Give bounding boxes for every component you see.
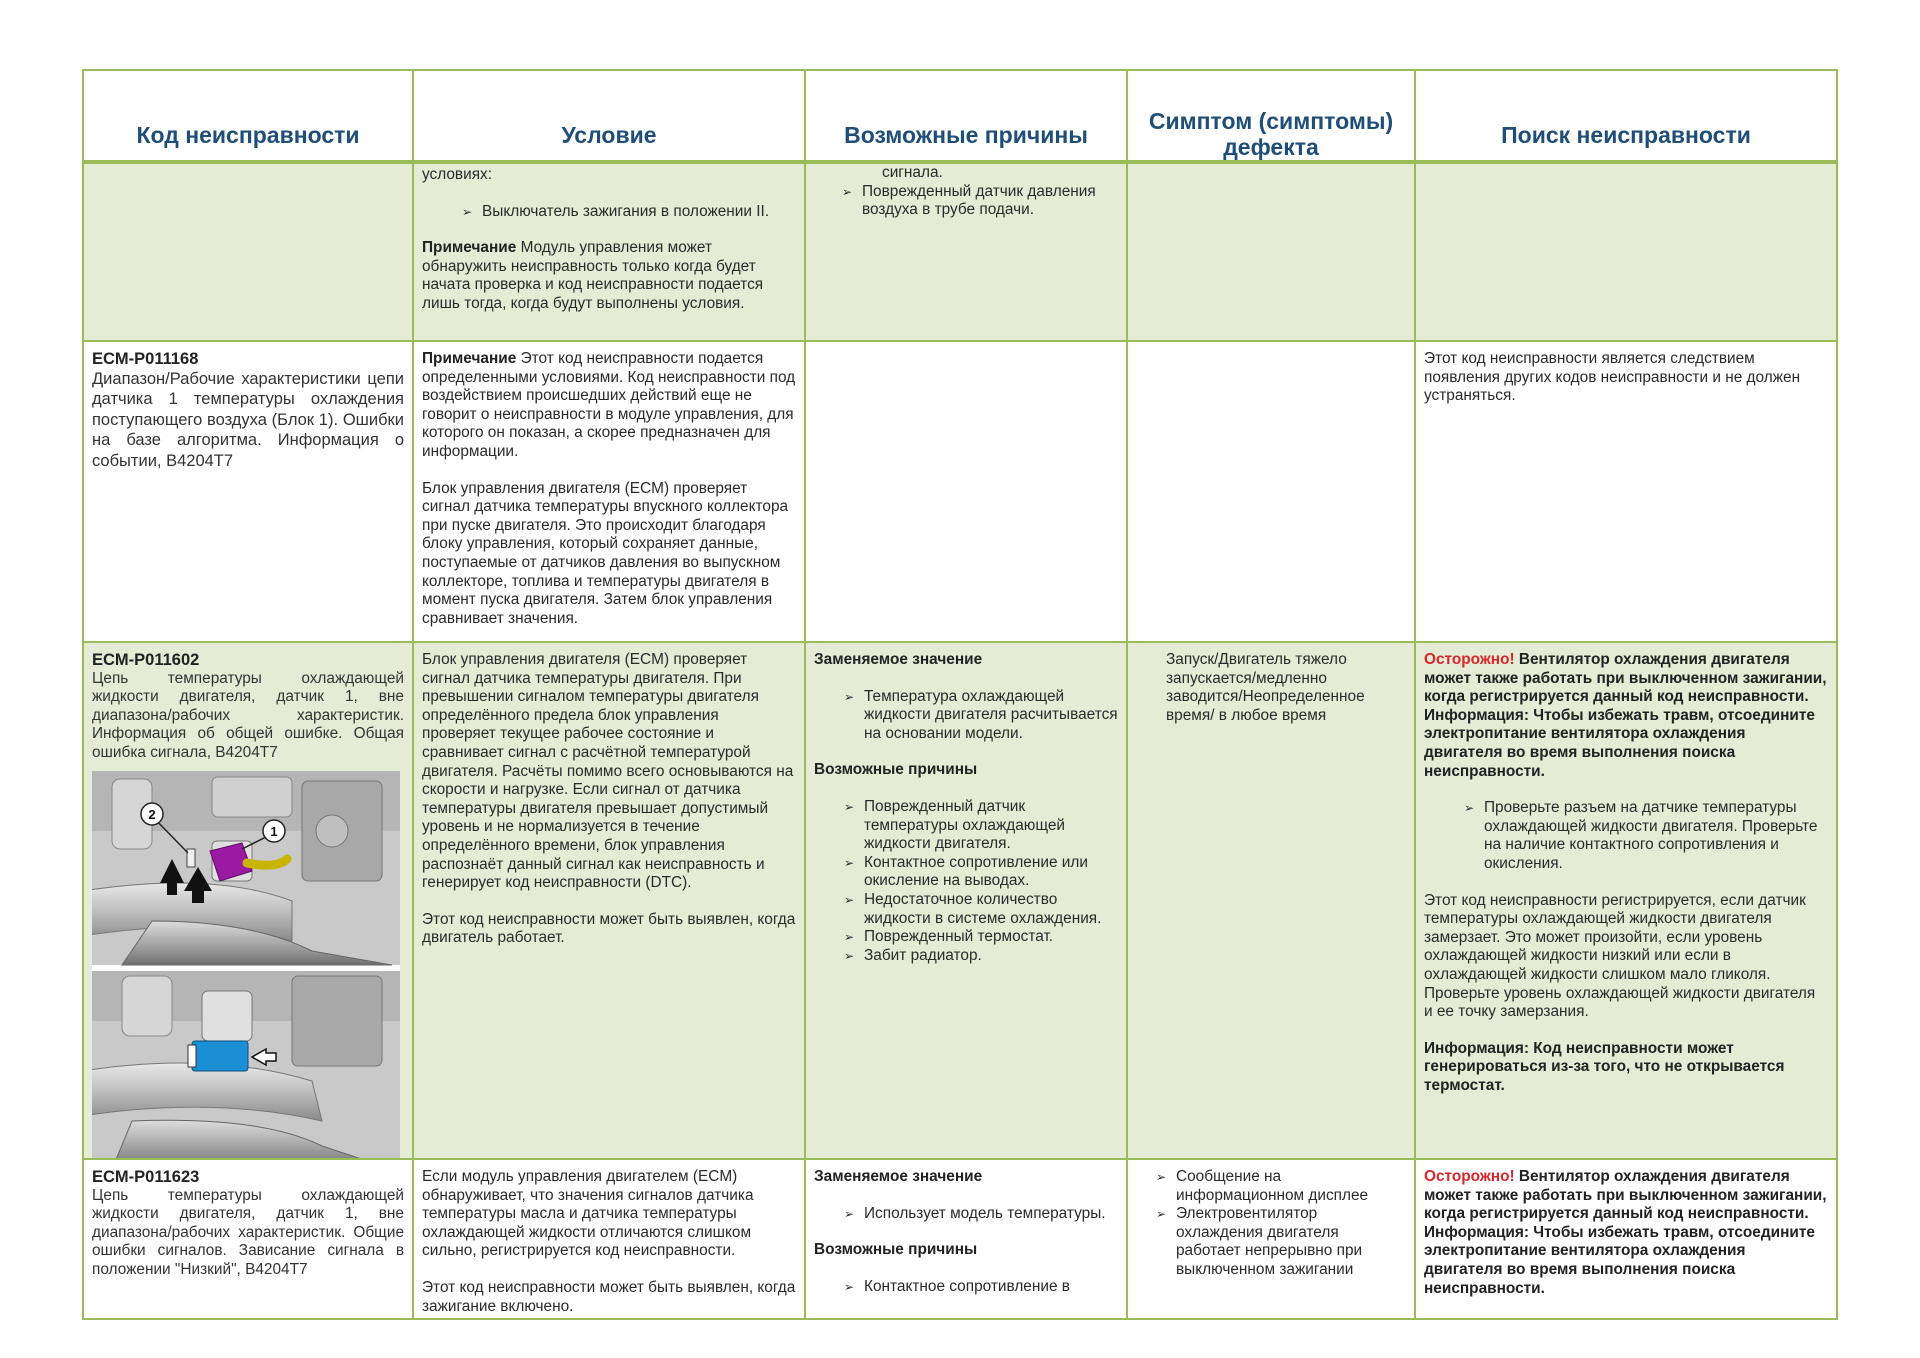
- header-troubleshooting: Поиск неисправности: [1501, 122, 1751, 148]
- condition-note: [422, 350, 796, 462]
- causes-list: [814, 1278, 1118, 1297]
- list-item: ➢ Электровентилятор охлаждения двигателя работает непрерывно при выключенном зажигании: [1156, 1205, 1406, 1279]
- condition-text: условиях:: [422, 166, 493, 183]
- list-item: ➢ Проверьте разъем на датчике температуры охлаждающей жидкости двигателя. Проверьте на наличие контактного сопротивления и окисления.: [1464, 799, 1828, 873]
- condition-text: Блок управления двигателя (ECM) проверяет сигнал датчика температуры двигателя. При превышении сигналом температуры двигателя определённого предела блок управления проверяет текущее рабочее состояние и сравнивает сигнал с расчётной температурой двигателя. Расчёты помимо всего основываются на скорости и нагрузке. Если сигнал от датчика температуры двигателя превышает допустимый уровень и не нормализуется в течение определённого времени, блок управления распознаёт данный сигнал как неисправность и генерирует код неисправности (DTC).: [422, 651, 794, 892]
- cell-condition: [414, 1160, 806, 1320]
- sensor-illustration: [92, 771, 400, 1158]
- cell-troubleshooting: [1416, 1160, 1836, 1320]
- cell-symptoms: [1128, 1160, 1416, 1320]
- info-body: Информация: Чтобы избежать травм, отсоедините электропитание вентилятора охлаждения двигателя во время выполнения поиска неисправности.: [1424, 706, 1815, 780]
- note-label: Примечание: [422, 350, 517, 367]
- cell-condition: [414, 164, 806, 340]
- list-item: ➢ Поврежденный термостат.: [844, 928, 1118, 947]
- header-symptoms: Симптом (симптомы) дефекта: [1128, 71, 1416, 160]
- cell-causes: [806, 164, 1128, 340]
- cell-fault-code: [84, 1160, 414, 1320]
- condition-text: Блок управления двигателя (ECM) проверяет сигнал датчика температуры впускного коллектора при пуске двигателя. Это происходит благодаря блоку управления, который сохраняет данные, поступаемые от датчиков давления во выпускном коллекторе, топлива и температуры двигателя в момент пуска двигателя. Затем блок управления сравнивает значения.: [422, 479, 789, 627]
- causes-heading: [814, 1168, 1118, 1187]
- warning-label: Осторожно!: [1424, 1168, 1515, 1185]
- list-item: ➢ Температура охлаждающей жидкости двигателя расчитывается на основании модели.: [844, 688, 1118, 744]
- table-row: [84, 1160, 1836, 1320]
- bottom-view: [92, 971, 400, 1158]
- causes-heading: [814, 761, 1118, 780]
- note-text: Этот код неисправности подается определенными условиями. Код неисправности под воздействием происшедших действий еще не говорит о неисправности в модуле управления, для которого он показан, а скорее предназначен для информации.: [422, 350, 796, 460]
- fault-code: ECM-P011602: [92, 651, 200, 669]
- cell-causes: [806, 1160, 1128, 1320]
- causes-heading: [814, 651, 1118, 670]
- cell-troubleshooting: [1416, 164, 1836, 340]
- cell-fault-code: [84, 164, 414, 340]
- cell-troubleshooting: [1416, 643, 1836, 1158]
- callout-1: 1: [270, 823, 278, 839]
- list-item: ➢ Использует модель температуры.: [844, 1205, 1118, 1224]
- list-item: ➢ Недостаточное количество жидкости в системе охлаждения.: [844, 891, 1118, 928]
- cell-fault-code: [84, 342, 414, 641]
- causes-heading-text: Возможные причины: [814, 1241, 978, 1259]
- cell-causes: [806, 643, 1128, 1158]
- causes-list: [814, 1205, 1118, 1224]
- table-header: [84, 71, 1836, 164]
- causes-text: сигнала.: [882, 164, 943, 181]
- cell-troubleshooting: [1416, 342, 1836, 641]
- symptom-text: Запуск/Двигатель тяжело запускается/медленно заводится/Неопределенное время/ в любое время: [1166, 651, 1365, 724]
- list-item: ➢ Контактное сопротивление в: [844, 1278, 1118, 1297]
- cell-condition: [414, 342, 806, 641]
- fault-code-table: [82, 69, 1838, 1320]
- info-body: Информация: Чтобы избежать травм, отсоедините электропитание вентилятора охлаждения двигателя во время выполнения поиска неисправности.: [1424, 1223, 1815, 1297]
- table-row: [84, 643, 1836, 1160]
- table-row: [84, 342, 1836, 643]
- condition-text: Этот код неисправности может быть выявлен, когда зажигание включено.: [422, 1278, 796, 1315]
- causes-heading-text: Заменяемое значение: [814, 651, 983, 668]
- condition-text: Этот код неисправности может быть выявлен, когда двигатель работает.: [422, 910, 796, 947]
- list-item: ➢ Поврежденный датчик давления воздуха в трубе подачи.: [842, 183, 1118, 220]
- fault-description: Цепь температуры охлаждающей жидкости двигателя, датчик 1, вне диапазона/рабочих характеристик. Общие ошибки сигналов. Зависание сигнала в положении "Низкий", B4204T7: [92, 1186, 404, 1278]
- note-label: Примечание: [422, 239, 517, 257]
- causes-list: [814, 798, 1118, 965]
- condition-text: Если модуль управления двигателем (ECM) обнаруживает, что значения сигналов датчика температуры масла и датчика температуры охлаждающей жидкости отличаются слишком сильно, регистрируется код неисправности.: [422, 1168, 754, 1260]
- condition-list: [422, 203, 796, 222]
- list-item: ➢ Контактное сопротивление или окисление на выводах.: [844, 854, 1118, 891]
- causes-heading-text: Заменяемое значение: [814, 1168, 983, 1185]
- info-text: [1424, 1040, 1828, 1096]
- fault-code: ECM-P011168: [92, 350, 199, 368]
- warning-body: Вентилятор охлаждения двигателя может также работать при выключенном зажигании, когда регистрируется данный код неисправности.: [1424, 1168, 1827, 1223]
- header-possible-causes: Возможные причины: [806, 71, 1128, 160]
- info-text: [1424, 707, 1828, 781]
- fault-code: ECM-P011623: [92, 1168, 200, 1186]
- info-body: Информация: Код неисправности может генерироваться из-за того, что не открывается термостат.: [1424, 1039, 1785, 1094]
- cell-symptoms: [1128, 164, 1416, 340]
- top-view: [92, 771, 400, 965]
- causes-heading-text: Возможные причины: [814, 761, 978, 779]
- cell-symptoms: [1128, 643, 1416, 1158]
- cell-causes: [806, 342, 1128, 641]
- fault-description: Диапазон/Рабочие характеристики цепи датчика 1 температуры охлаждения поступающего воздуха (Блок 1). Ошибки на базе алгоритма. Информация о событии, B4204T7: [92, 369, 404, 470]
- troubleshooting-text: Этот код неисправности является следствием появления других кодов неисправности и не должен устраняться.: [1424, 350, 1801, 405]
- table-row: [84, 164, 1836, 342]
- cell-fault-code: [84, 643, 414, 1158]
- list-item: ➢ Сообщение на информационном дисплее: [1156, 1168, 1406, 1205]
- fault-description: Цепь температуры охлаждающей жидкости двигателя, датчик 1, вне диапазона/рабочих характеристик. Информация об общей ошибке. Общая ошибка сигнала, B4204T7: [92, 669, 404, 761]
- list-item: ➢ Выключатель зажигания в положении II.: [462, 203, 796, 222]
- causes-list: [814, 183, 1118, 220]
- troubleshooting-text: Этот код неисправности регистрируется, если датчик температуры охлаждающей жидкости двигателя замерзает. Это может произойти, если уровень охлаждающей жидкости низкий или если в охлаждающей жидкости слишком мало гликоля. Проверьте уровень охлаждающей жидкости двигателя и ее точку замерзания.: [1424, 891, 1816, 1021]
- cell-symptoms: [1128, 342, 1416, 641]
- warning-label: Осторожно!: [1424, 651, 1515, 668]
- causes-list: [814, 688, 1118, 744]
- warning-body: Вентилятор охлаждения двигателя может также работать при выключенном зажигании, когда регистрируется данный код неисправности.: [1424, 651, 1827, 706]
- header-condition: Условие: [414, 71, 806, 160]
- info-text: [1424, 1224, 1828, 1298]
- header-fault-code: Код неисправности: [84, 71, 414, 160]
- causes-heading: [814, 1241, 1118, 1260]
- warning-text: [1424, 651, 1828, 707]
- engine-sensor-diagram: [92, 771, 400, 1158]
- list-item: ➢ Забит радиатор.: [844, 947, 1118, 966]
- warning-text: [1424, 1168, 1828, 1224]
- list-item: ➢ Поврежденный датчик температуры охлаждающей жидкости двигателя.: [844, 798, 1118, 854]
- note-text: Модуль управления может обнаружить неисправность только когда будет начата проверка и код неисправности подается лишь тогда, когда будут выполнены условия.: [422, 239, 764, 312]
- check-list: [1424, 799, 1828, 873]
- callout-2: 2: [148, 806, 156, 822]
- cell-condition: [414, 643, 806, 1158]
- condition-note: [422, 239, 796, 313]
- symptoms-list: [1136, 1168, 1406, 1280]
